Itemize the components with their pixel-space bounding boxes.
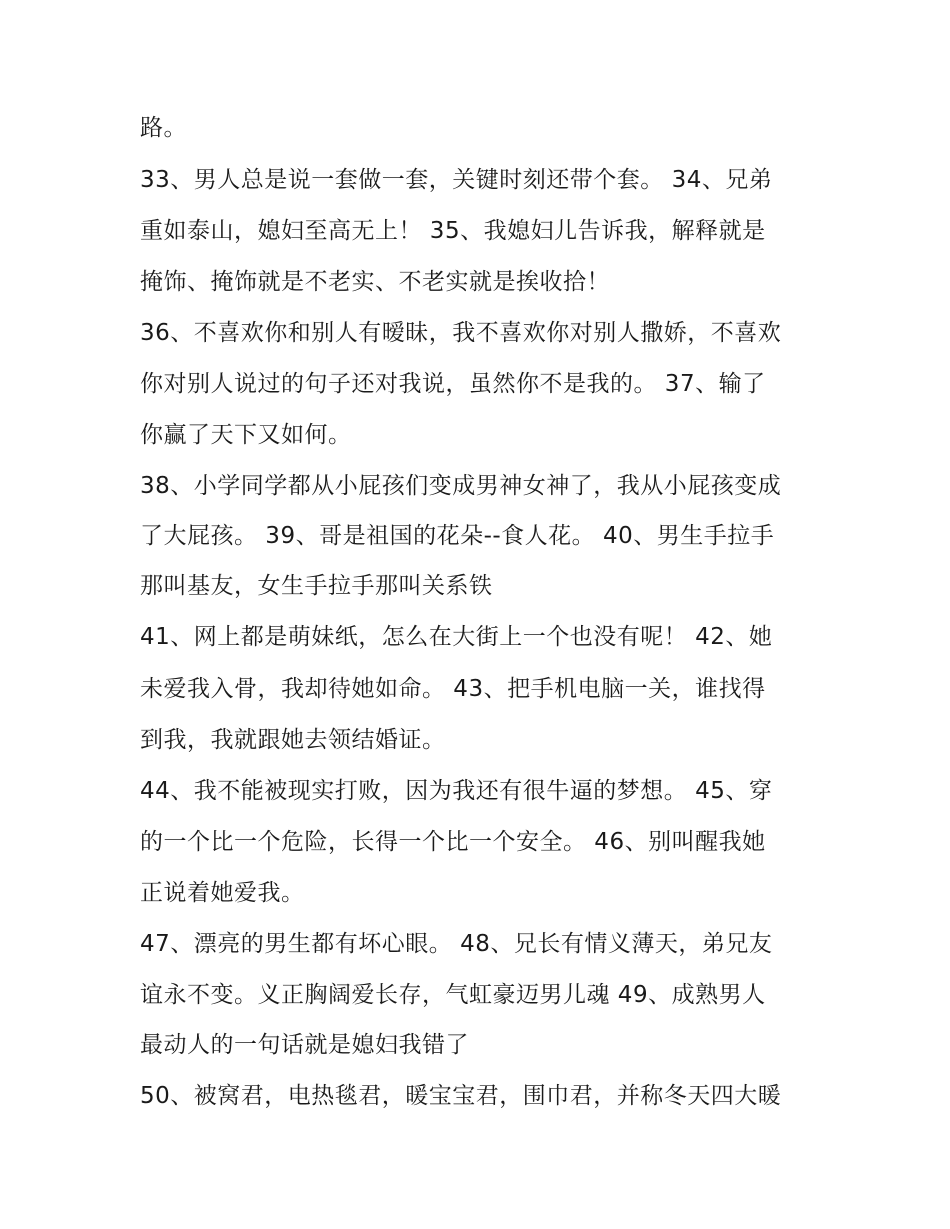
text-line: 38、小学同学都从小屁孩们变成男神女神了，我从小屁孩变成 — [140, 473, 782, 499]
text-line: 正说着她爱我。 — [140, 880, 305, 906]
text-line: 未爱我入骨，我却待她如命。 43、把手机电脑一关，谁找得 — [140, 676, 766, 702]
text-line: 了大屁孩。 39、哥是祖国的花朵--食人花。 40、男生手拉手 — [140, 523, 775, 549]
text-line: 你对别人说过的句子还对我说，虽然你不是我的。 37、输了 — [140, 371, 766, 397]
text-line: 你赢了天下又如何。 — [140, 422, 352, 448]
text-line: 到我，我就跟她去领结婚证。 — [140, 727, 446, 753]
text-line: 最动人的一句话就是媳妇我错了 — [140, 1032, 469, 1058]
text-line: 50、被窝君，电热毯君，暖宝宝君，围巾君，并称冬天四大暖 — [140, 1083, 782, 1109]
text-line: 47、漂亮的男生都有坏心眼。 48、兄长有情义薄天，弟兄友 — [140, 931, 773, 957]
text-line: 那叫基友，女生手拉手那叫关系铁 — [140, 573, 493, 599]
text-line: 路。 — [140, 115, 187, 141]
text-line: 的一个比一个危险，长得一个比一个安全。 46、别叫醒我她 — [140, 829, 766, 855]
text-line: 重如泰山，媳妇至高无上！ 35、我媳妇儿告诉我，解释就是 — [140, 218, 766, 244]
text-line: 44、我不能被现实打败，因为我还有很牛逼的梦想。 45、穿 — [140, 778, 773, 804]
text-line: 36、不喜欢你和别人有暧昧，我不喜欢你对别人撒娇，不喜欢 — [140, 320, 782, 346]
text-line: 41、网上都是萌妹纸，怎么在大街上一个也没有呢！ 42、她 — [140, 624, 773, 650]
text-line: 掩饰、掩饰就是不老实、不老实就是挨收拾！ — [140, 269, 610, 295]
text-line: 谊永不变。义正胸阔爱长存，气虹豪迈男儿魂 49、成熟男人 — [140, 982, 766, 1008]
text-line: 33、男人总是说一套做一套，关键时刻还带个套。 34、兄弟 — [140, 167, 773, 193]
